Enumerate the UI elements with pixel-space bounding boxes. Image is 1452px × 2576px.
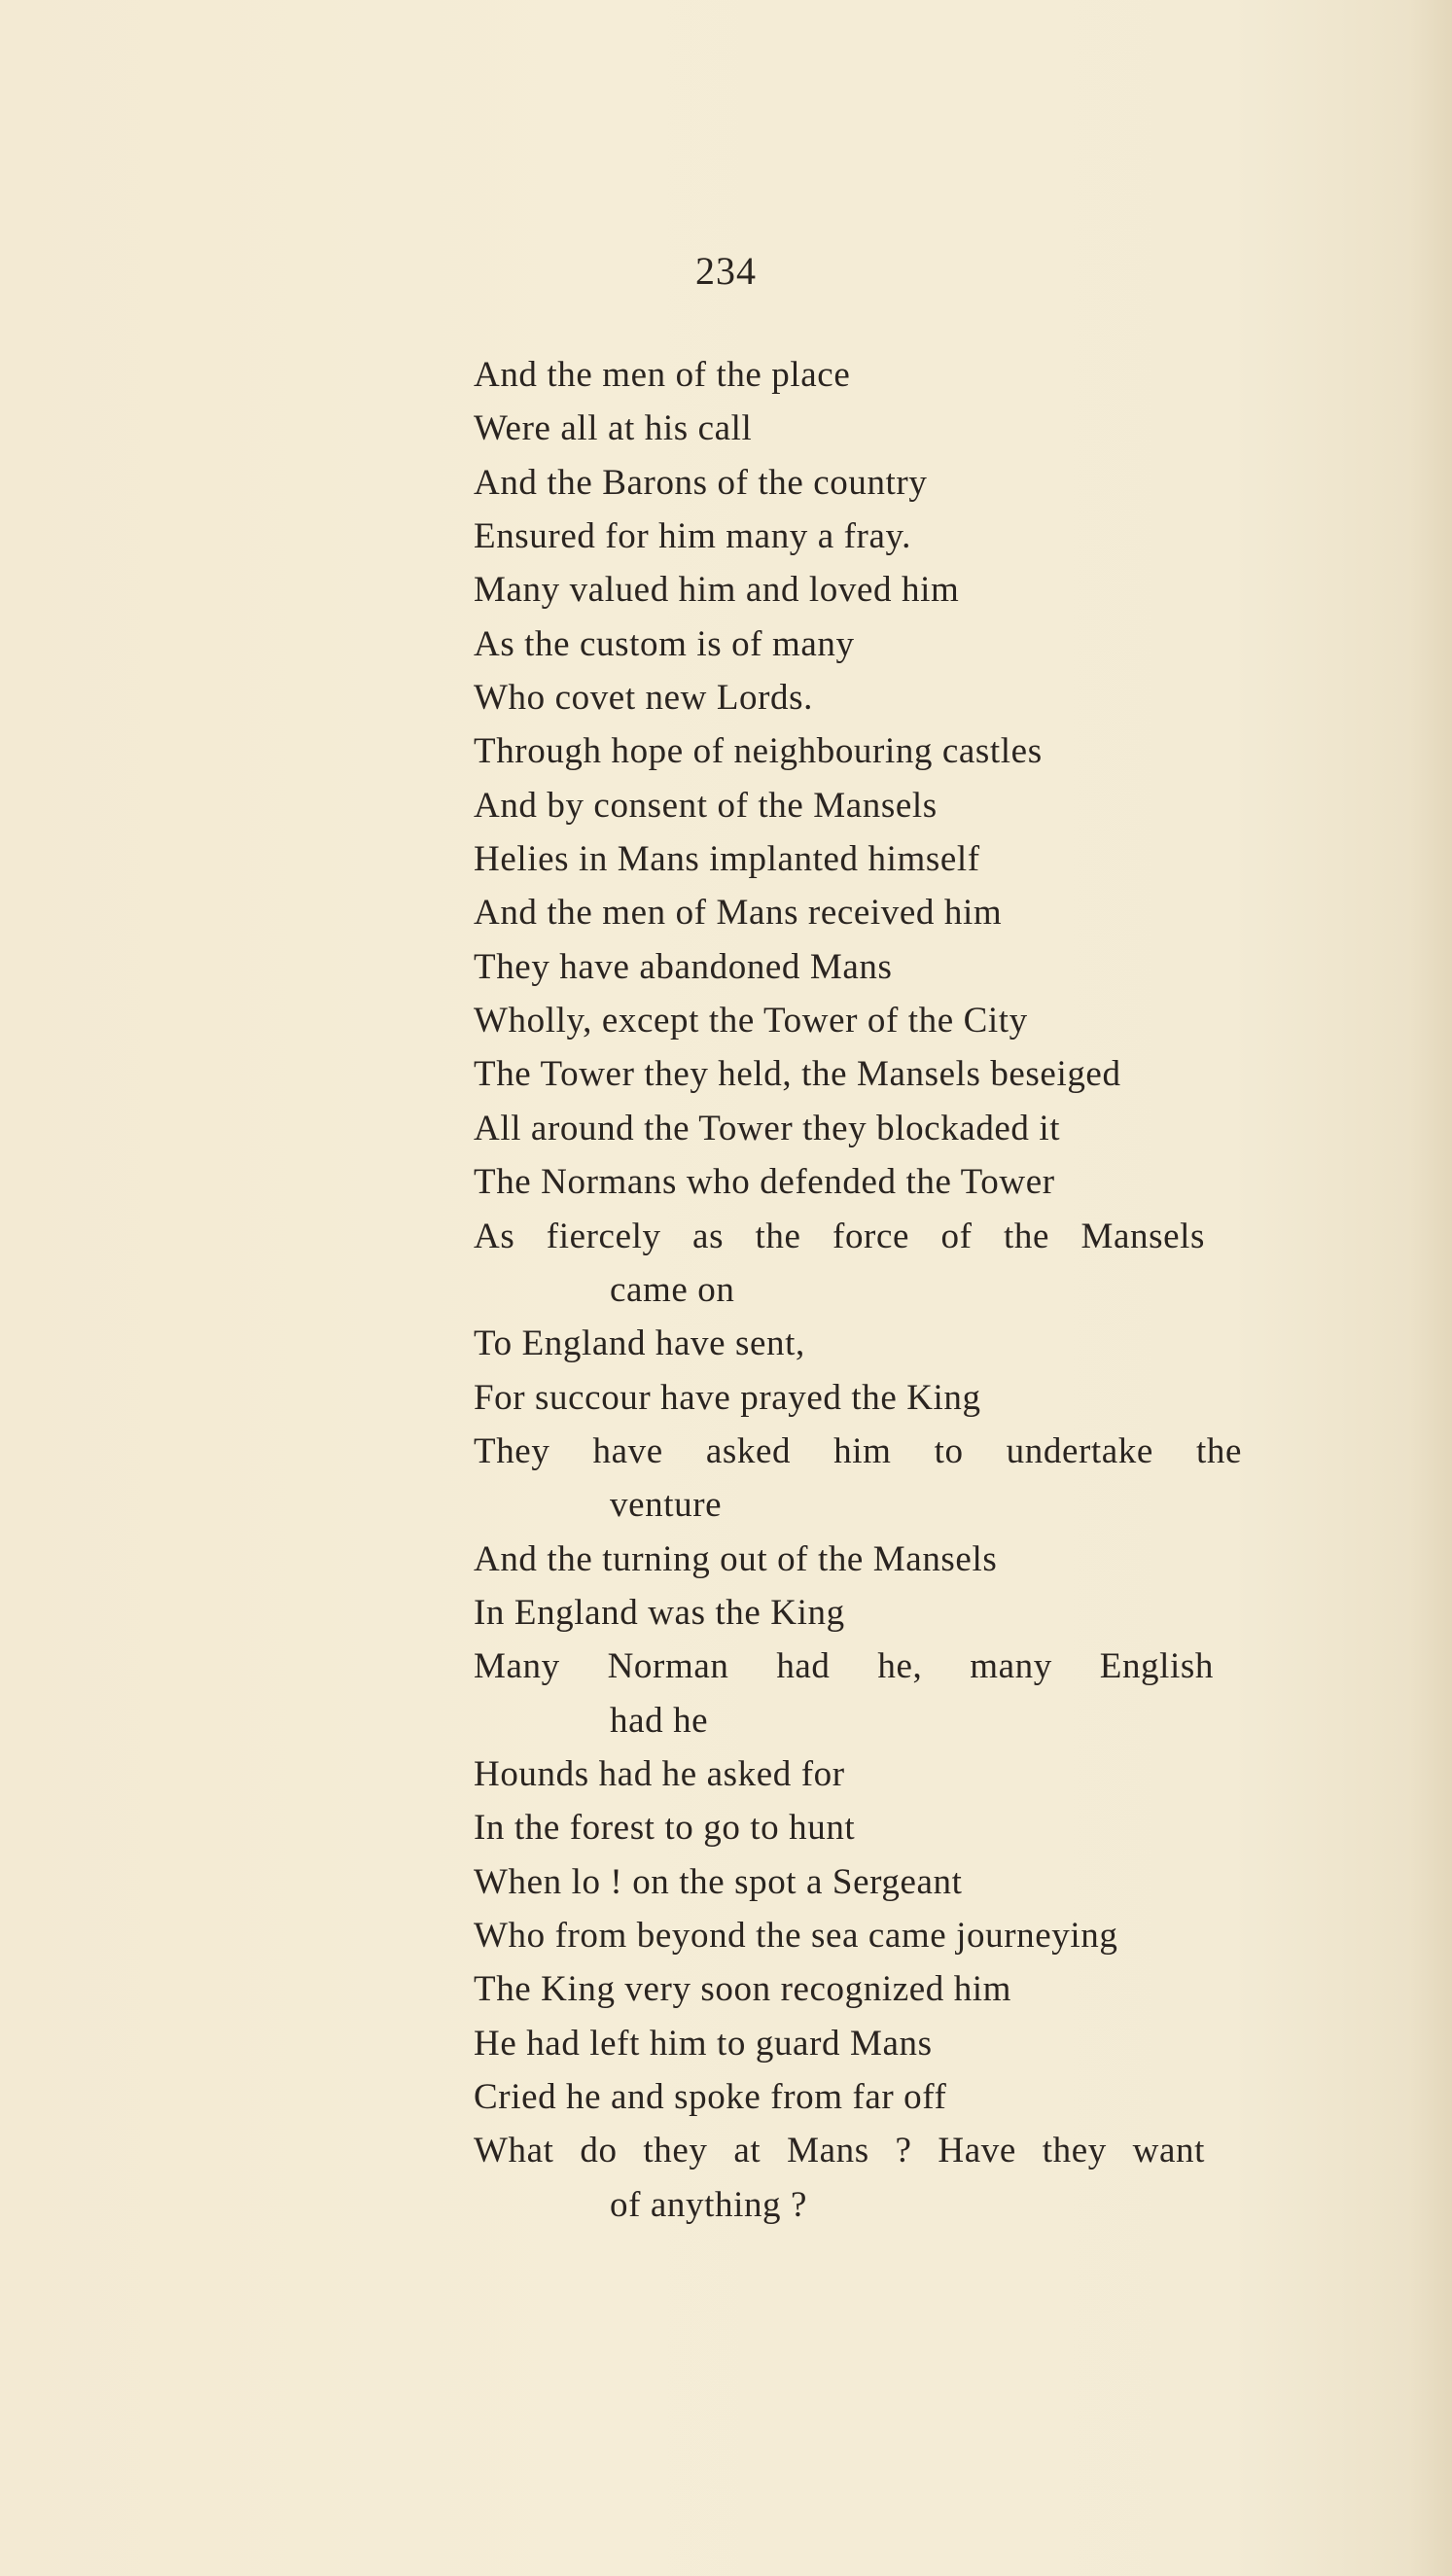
verse-line-continuation: venture xyxy=(610,1485,723,1526)
verse-line: What do they at Mans ? Have they want xyxy=(474,2131,1205,2171)
verse-line: Hounds had he asked for xyxy=(474,1753,845,1794)
verse-line-continuation: had he xyxy=(610,1700,709,1741)
verse-line: All around the Tower they blockaded it xyxy=(474,1108,1061,1148)
verse-line: The Normans who defended the Tower xyxy=(474,1162,1055,1203)
verse-line: Many valued him and loved him xyxy=(474,570,960,611)
verse-line: In the forest to go to hunt xyxy=(474,1808,856,1849)
verse-line: As the custom is of many xyxy=(474,623,855,664)
verse-line: The King very soon recognized him xyxy=(474,1969,1012,2010)
verse-line: Through hope of neighbouring castles xyxy=(474,731,1043,772)
verse-line-continuation: came on xyxy=(610,1269,735,1310)
verse-line: Helies in Mans implanted himself xyxy=(474,839,980,880)
verse-text xyxy=(0,348,1452,2232)
verse-line: In England was the King xyxy=(474,1592,845,1633)
verse-line: To England have sent, xyxy=(474,1323,805,1364)
verse-line: Cried he and spoke from far off xyxy=(474,2077,947,2117)
verse-line: The Tower they held, the Mansels beseiged xyxy=(474,1054,1121,1095)
verse-line: As fiercely as the force of the Mansels xyxy=(474,1216,1205,1256)
page-number: 234 xyxy=(695,249,757,293)
verse-line: Ensured for him many a fray. xyxy=(474,516,912,557)
verse-line: They have asked him to undertake the xyxy=(474,1430,1242,1471)
verse-line: He had left him to guard Mans xyxy=(474,2023,933,2064)
verse-line: Who covet new Lords. xyxy=(474,678,814,719)
verse-line: For succour have prayed the King xyxy=(474,1377,981,1418)
verse-line: And the men of the place xyxy=(474,355,851,395)
verse-line: Who from beyond the sea came journeying xyxy=(474,1915,1118,1956)
verse-line-continuation: of anything ? xyxy=(610,2184,808,2225)
verse-line: When lo ! on the spot a Sergeant xyxy=(474,1861,963,1902)
verse-line: And the men of Mans received him xyxy=(474,893,1003,934)
verse-line: And the turning out of the Mansels xyxy=(474,1538,998,1579)
verse-line: Were all at his call xyxy=(474,408,753,449)
verse-line: Wholly, except the Tower of the City xyxy=(474,1001,1028,1041)
verse-line: Many Norman had he, many English xyxy=(474,1646,1214,1687)
verse-line: And by consent of the Mansels xyxy=(474,785,938,826)
verse-line: They have abandoned Mans xyxy=(474,946,893,987)
verse-line: And the Barons of the country xyxy=(474,462,928,503)
